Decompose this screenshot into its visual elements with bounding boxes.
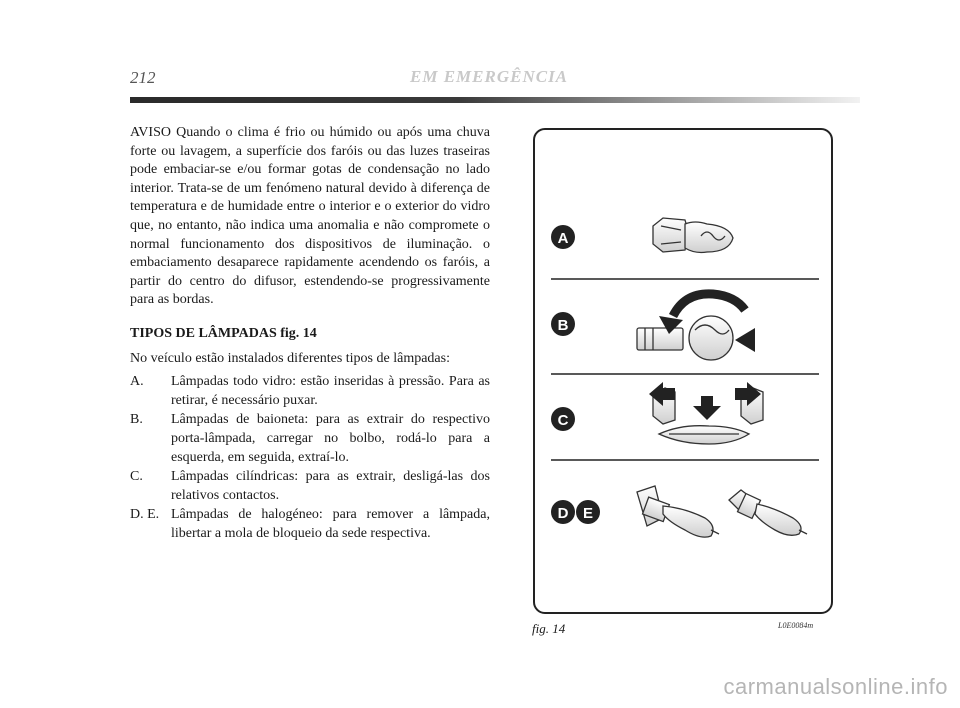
list-item <box>130 373 490 410</box>
lamp-types-heading: TIPOS DE LÂMPADAS fig. 14 <box>130 325 317 341</box>
lamp-type-key: B. <box>130 412 143 428</box>
arrow-down-icon <box>693 396 721 420</box>
page-number: 212 <box>130 68 156 87</box>
watermark: carmanualsonline.info <box>723 674 948 699</box>
section-title: EM EMERGÊNCIA <box>410 67 569 86</box>
list-item <box>130 506 490 543</box>
lamp-type-desc: Lâmpadas cilíndricas: para as extrair, desligá-las dos relativos contactos. <box>171 469 490 503</box>
header-rule <box>130 97 860 103</box>
badge-label: C <box>557 412 569 429</box>
figure-code: L0E0084m <box>778 621 814 630</box>
notice-paragraph: AVISO Quando o clima é frio ou húmido ou após uma chuva forte ou lavagem, a superfície dos faróis ou das luzes traseiras pode embaciar-se e/ou formar gotas de condensação no lado interior. Trata-se de um fenómeno natural devido à diferença de temperatura e de humidade entre o interior e o exterior do vidro que, no entanto, não indica uma anomalia e não compromete o normal funcionamento dos dispositivos de iluminação. o embaciamento desaparece rapidamente acendendo os faróis, a partir do centro do difusor, estendendo-se progressivamente para as bordas. <box>130 125 490 308</box>
badge-a <box>551 225 575 249</box>
wedge-bulb-icon <box>653 218 733 253</box>
rotate-arrow-icon <box>673 294 745 316</box>
lamp-type-desc: Lâmpadas de halogéneo: para remover a lâmpada, libertar a mola de bloqueio da sede respectiva. <box>171 507 490 541</box>
bayonet-bulb-icon <box>637 316 733 360</box>
lamp-type-list <box>130 373 490 543</box>
lamp-types-intro: No veículo estão instalados diferentes tipos de lâmpadas: <box>130 350 450 366</box>
badge-label: B <box>557 317 569 334</box>
badge-c <box>551 407 575 431</box>
badge-d <box>551 500 575 524</box>
badge-e <box>576 500 600 524</box>
lamp-type-desc: Lâmpadas todo vidro: estão inseridas à pressão. Para as retirar, é necessário puxar. <box>171 374 490 408</box>
halogen-bulb-d-icon <box>637 486 719 537</box>
badge-label: A <box>557 230 569 247</box>
list-item <box>130 411 490 467</box>
lamp-figure <box>535 130 831 612</box>
lamp-type-key: A. <box>130 374 144 390</box>
list-item <box>130 468 490 505</box>
badge-label: E <box>582 505 594 522</box>
figure-frame <box>533 128 833 614</box>
lamp-type-desc: Lâmpadas de baioneta: para as extrair do respectivo porta-lâmpada, carregar no bolbo, rodá-lo para a esquerda, em seguida, extraí-lo. <box>171 412 490 465</box>
push-arrow-icon <box>735 328 755 352</box>
lamp-type-key: D. E. <box>130 507 160 523</box>
lamp-type-key: C. <box>130 469 143 485</box>
halogen-bulb-e-icon <box>729 490 807 535</box>
badge-label: D <box>557 505 569 522</box>
badge-b <box>551 312 575 336</box>
text-column <box>130 124 490 544</box>
figure-caption: fig. 14 <box>532 621 566 636</box>
